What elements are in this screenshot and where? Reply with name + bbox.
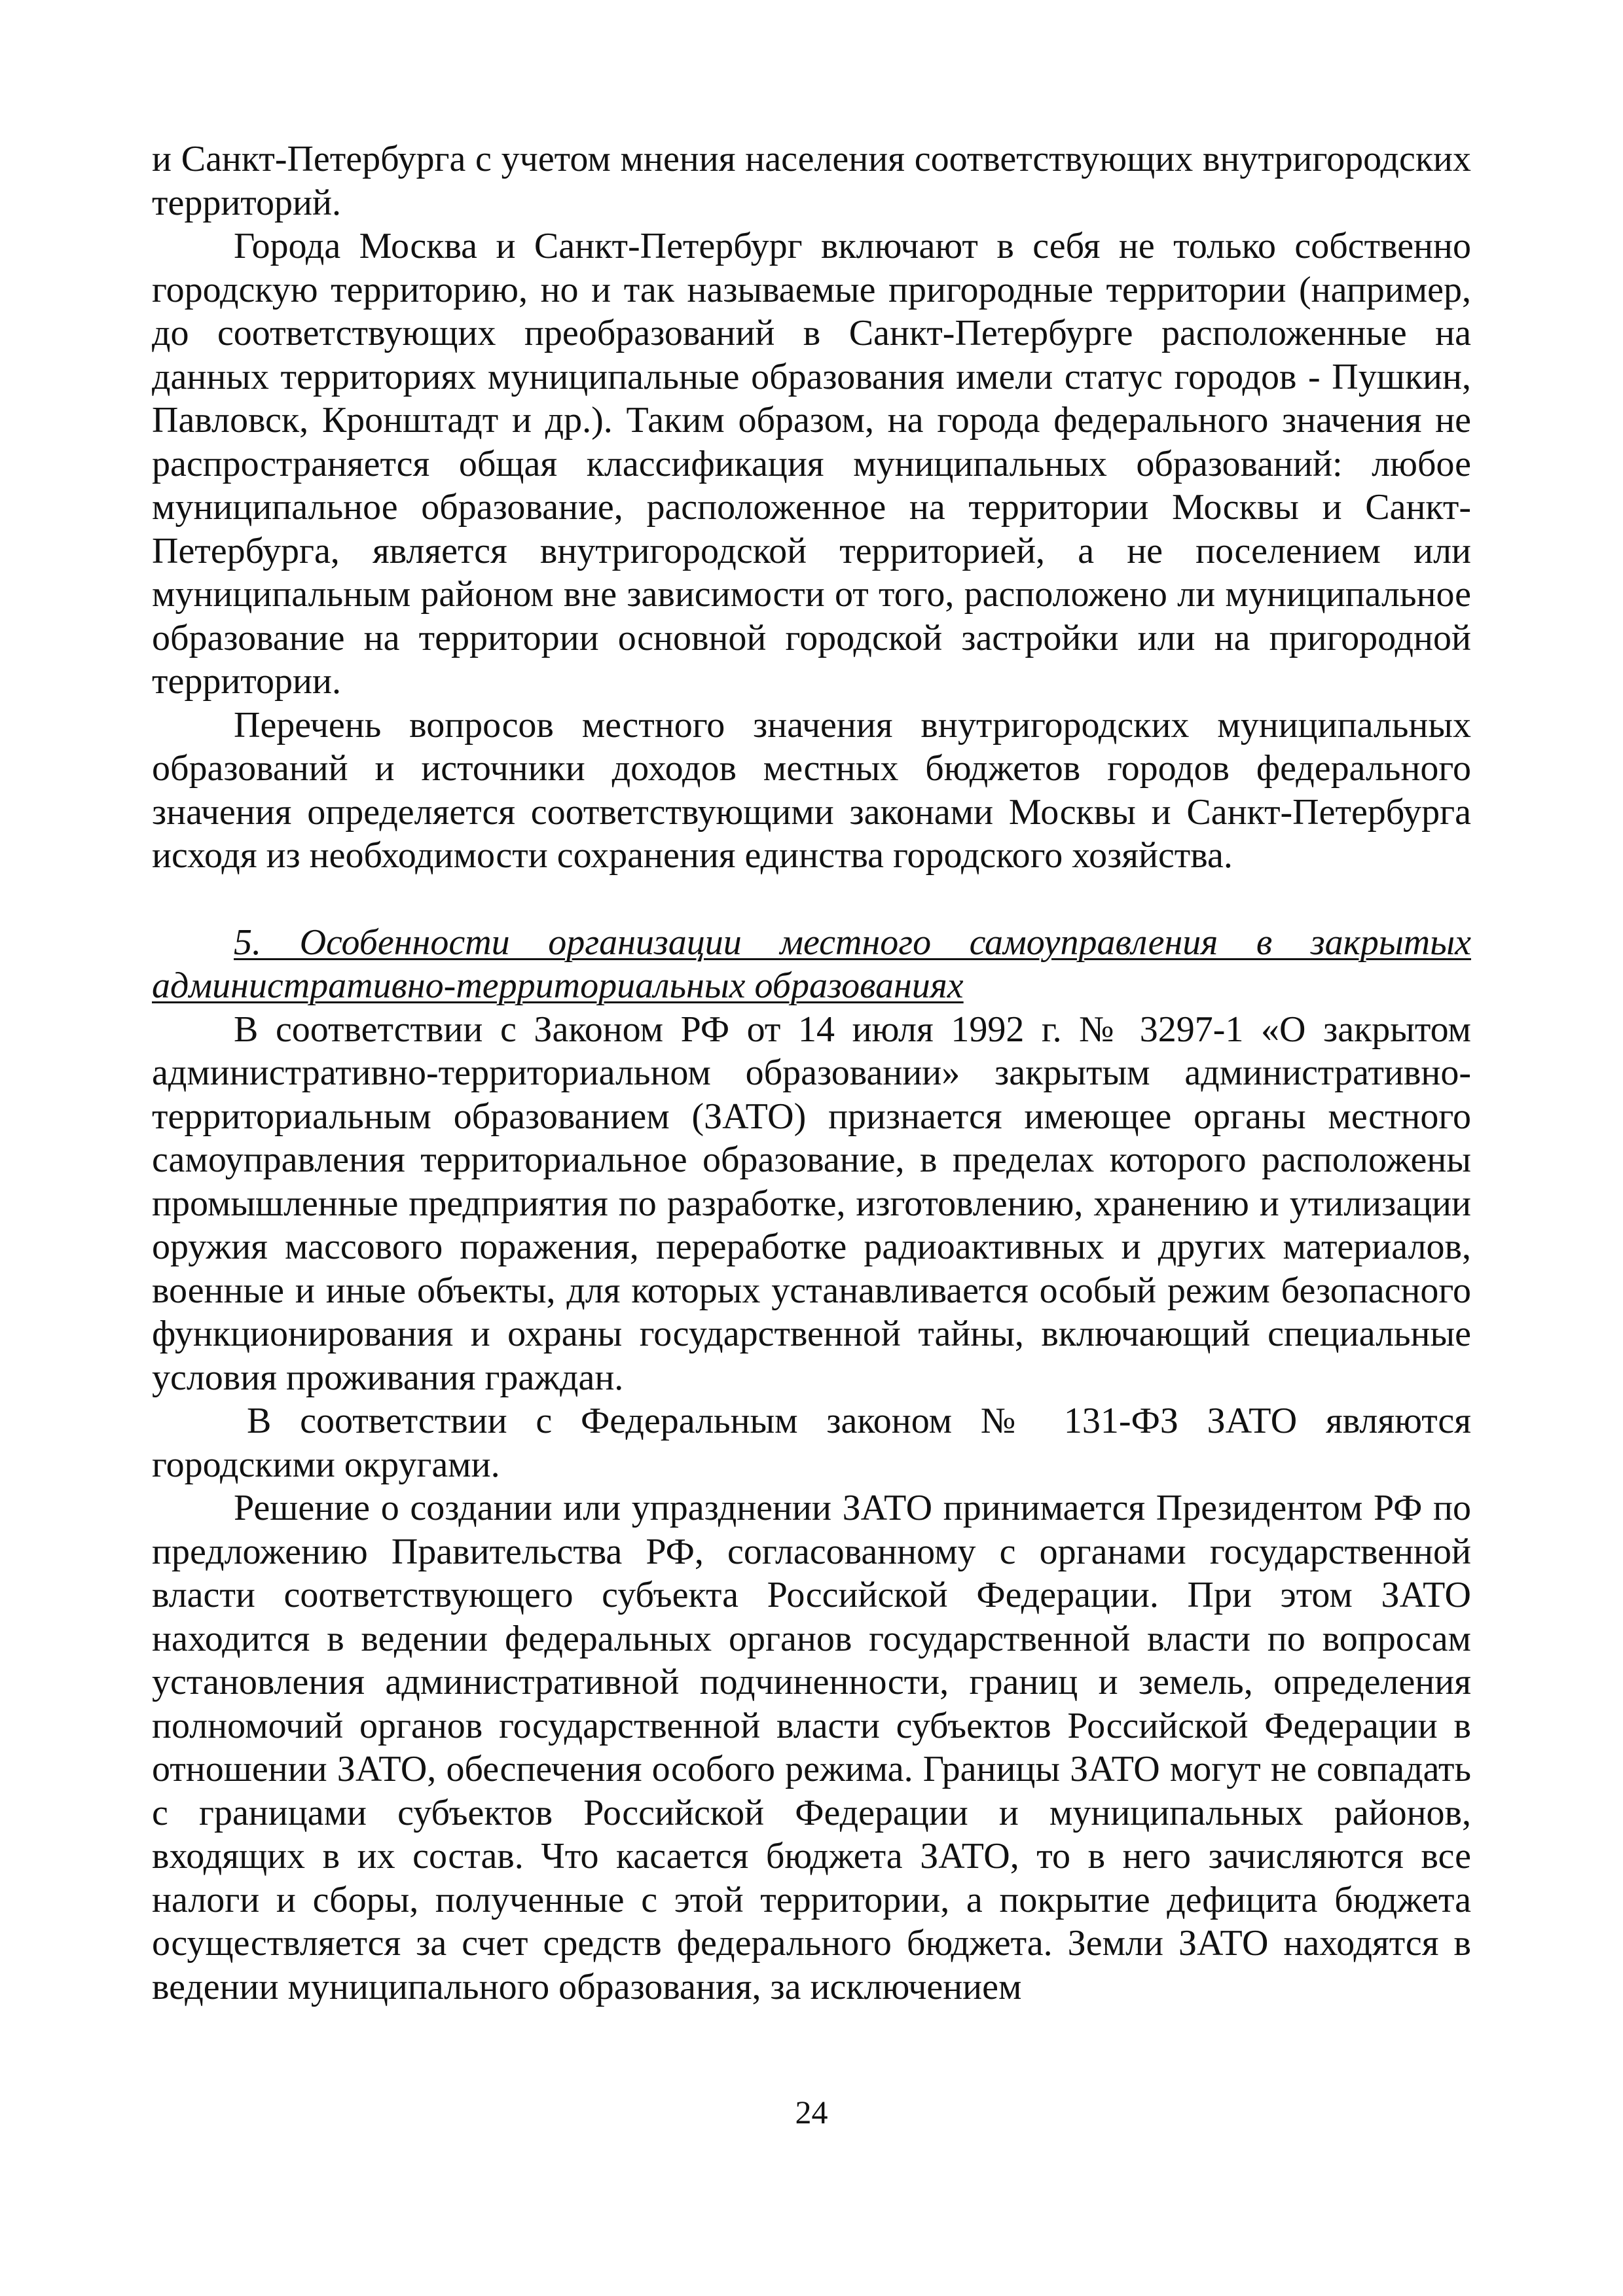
page-number: 24 xyxy=(795,2094,828,2130)
document-page xyxy=(152,137,1471,2009)
paragraph-moscow-spb-territories: Города Москва и Санкт-Петербург включают в себя не только собственно городскую территорию, но и так называемые пригородные территории (например, до соответствующих преобразований в Санкт-Петербурге расположенные на данных территориях муниципальные образования имели статус городов - Пушкин, Павловск, Кронштадт и др.). Таким образом, на города федерального значения не распространяется общая классификация муниципальных образований: любое муниципальное образование, расположенное на территории Москвы и Санкт-Петербурга, является внутригородской территорией, а не поселением или муниципальным районом вне зависимости от того, расположено ли муниципальное образование на территории основной городской застройки или на пригородной территории. xyxy=(152,226,1471,702)
paragraph-zato-urban-districts: В соответствии с Федеральным законом № 131-ФЗ ЗАТО являются городскими округами. xyxy=(152,1401,1471,1485)
paragraph-continuation: и Санкт-Петербурга с учетом мнения населения соответствующих внутригородских территорий. xyxy=(152,139,1471,223)
paragraph-zato-creation: Решение о создании или упразднении ЗАТО принимается Президентом РФ по предложению Правительства РФ, согласованному с органами государственной власти соответствующего субъекта Российской Федерации. При этом ЗАТО находится в ведении федеральных органов государственной власти по вопросам установления административной подчиненности, границ и земель, определения полномочий органов государственной власти субъектов Российской Федерации в отношении ЗАТО, обеспечения особого режима. Границы ЗАТО могут не совпадать с границами субъектов Российской Федерации и муниципальных районов, входящих в их состав. Что касается бюджета ЗАТО, то в него зачисляются все налоги и сборы, полученные с этой территории, а покрытие дефицита бюджета осуществляется за счет средств федерального бюджета. Земли ЗАТО находятся в ведении муниципального образования, за исключением xyxy=(152,1488,1471,2007)
paragraph-zato-definition: В соответствии с Законом РФ от 14 июля 1992 г. № 3297-1 «О закрытом административно-территориальном образовании» закрытым административно-территориальным образованием (ЗАТО) признается имеющее органы местного самоуправления территориальное образование, в пределах которого расположены промышленные предприятия по разработке, изготовлению, хранению и утилизации оружия массового поражения, переработке радиоактивных и других материалов, военные и иные объекты, для которых устанавливается особый режим безопасного функционирования и охраны государственной тайны, включающий специальные условия проживания граждан. xyxy=(152,1009,1471,1398)
paragraph-local-issues-list: Перечень вопросов местного значения внутригородских муниципальных образований и источники доходов местных бюджетов городов федерального значения определяется соответствующими законами Москвы и Санкт-Петербурга исходя из необходимости сохранения единства городского хозяйства. xyxy=(152,704,1471,876)
section-heading-zato: 5. Особенности организации местного самоуправления в закрытых административно-территориальных образованиях xyxy=(152,922,1471,1006)
